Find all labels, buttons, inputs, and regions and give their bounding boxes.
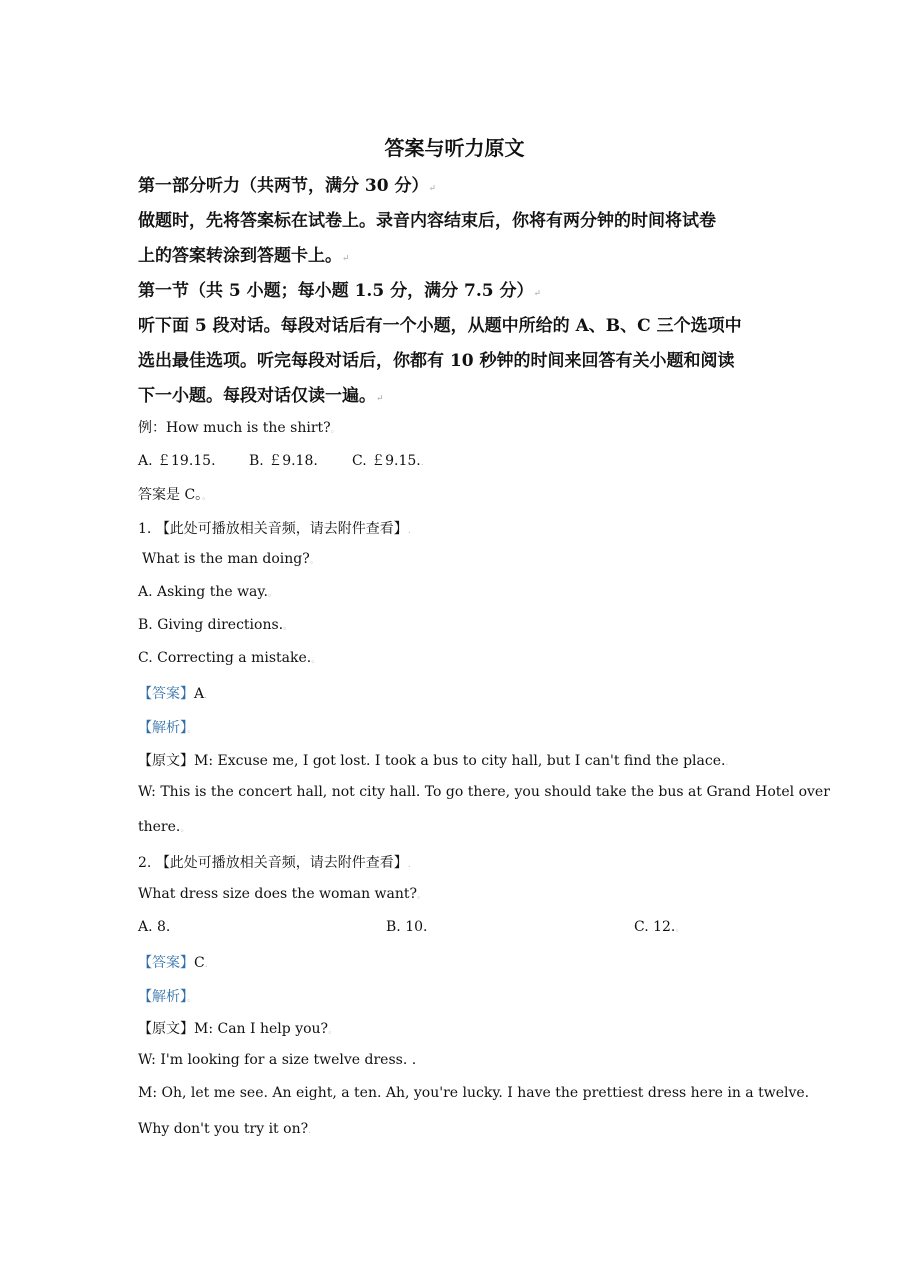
q2-transcript-4: Why don't you try it on?. — [138, 1121, 311, 1137]
section-instructions-line-2: 选出最佳选项。听完每段对话后，你都有 10 秒钟的时间来回答有关小题和阅读 — [138, 351, 735, 371]
q1-option-c: C. Correcting a mistake.。 — [138, 650, 321, 666]
q1-option-a: A. Asking the way.。 — [138, 584, 277, 600]
q1-option-b: B. Giving directions.。 — [138, 617, 293, 633]
page-title: 答案与听力原文 — [384, 136, 525, 160]
instructions-line-2: 上的答案转涂到答题卡上。↵ — [138, 246, 350, 266]
section-instructions-line-1: 听下面 5 段对话。每段对话后有一个小题，从题中所给的 A、B、C 三个选项中 — [138, 316, 742, 336]
part-heading: 第一部分听力（共两节，满分 30 分）↵ — [138, 176, 437, 196]
q1-transcript-2: W: This is the concert hall, not city hall. To go there, you should take the bus at Grand Hotel over — [138, 784, 830, 800]
q2-question: What dress size does the woman want?。 — [138, 886, 427, 902]
q2-option-b: B. 10. — [386, 919, 428, 935]
q2-audio-label: 2. 【此处可播放相关音频，请去附件查看】. — [138, 855, 411, 871]
q2-transcript-3: M: Oh, let me see. An eight, a ten. Ah, you're lucky. I have the prettiest dress here in a twelve. — [138, 1085, 810, 1101]
q1-question: What is the man doing?。 — [142, 551, 319, 567]
q2-transcript-1: 【原文】M: Can I help you?。 — [138, 1021, 338, 1037]
q2-analysis: 【解析】。 — [138, 989, 197, 1005]
example-question: 例：How much is the shirt?。 — [138, 420, 340, 436]
example-option-a: A. ￡19.15. — [138, 453, 216, 469]
example-answer: 答案是 C。。 — [138, 487, 212, 503]
example-option-b: B. ￡9.18. — [249, 453, 318, 469]
q1-transcript-3: there.。 — [138, 819, 190, 835]
q1-transcript-1: 【原文】M: Excuse me, I got lost. I took a bus to city hall, but I can't find the place.. — [138, 753, 729, 769]
example-options — [138, 450, 424, 470]
q1-audio-label: 1. 【此处可播放相关音频，请去附件查看】. — [138, 521, 411, 537]
q2-options — [138, 919, 685, 935]
q2-answer: 【答案】C. — [138, 955, 208, 971]
q1-analysis: 【解析】。 — [138, 720, 197, 736]
section-heading: 第一节（共 5 小题；每小题 1.5 分，满分 7.5 分）↵ — [138, 281, 542, 301]
q2-option-c: C. 12.。 — [634, 919, 685, 935]
instructions-line-1: 做题时，先将答案标在试卷上。录音内容结束后，你将有两分钟的时间将试卷 — [138, 211, 716, 231]
section-instructions-line-3: 下一小题。每段对话仅读一遍。↵ — [138, 386, 384, 406]
q2-option-a: A. 8. — [138, 919, 171, 935]
q1-answer: 【答案】A. — [138, 686, 207, 702]
q2-transcript-2: W: I'm looking for a size twelve dress. . — [138, 1052, 417, 1068]
example-option-c: C. ￡9.15.. — [352, 453, 424, 469]
